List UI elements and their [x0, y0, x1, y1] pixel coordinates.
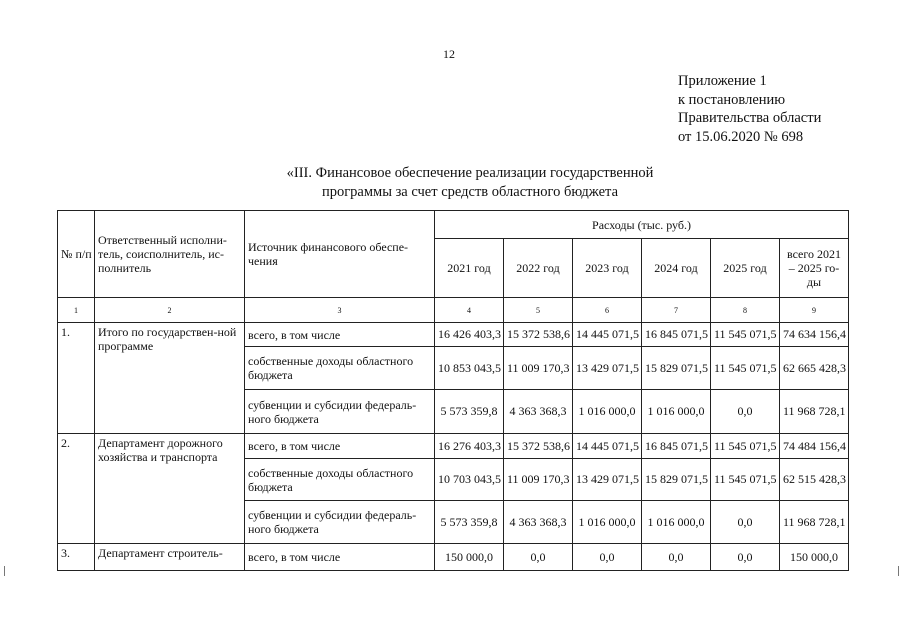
value-cell: 15 372 538,6 [504, 434, 573, 459]
column-index: 1 [58, 298, 95, 323]
value-cell: 16 426 403,3 [435, 323, 504, 347]
table-row [58, 434, 849, 459]
row-source: собственные доходы областного бюджета [245, 459, 435, 501]
annex-line-2: к постановлению [678, 91, 786, 108]
value-cell: 0,0 [642, 544, 711, 571]
value-cell: 150 000,0 [780, 544, 849, 571]
value-cell: 0,0 [573, 544, 642, 571]
header-total: всего 2021 – 2025 го-ды [780, 239, 849, 298]
value-cell: 1 016 000,0 [573, 501, 642, 544]
value-cell: 5 573 359,8 [435, 501, 504, 544]
value-cell: 11 545 071,5 [711, 459, 780, 501]
header-year: 2021 год [435, 239, 504, 298]
value-cell: 1 016 000,0 [573, 390, 642, 434]
column-index: 9 [780, 298, 849, 323]
value-cell: 11 545 071,5 [711, 347, 780, 390]
row-source: всего, в том числе [245, 434, 435, 459]
annex-line-4: от 15.06.2020 № 698 [678, 128, 804, 145]
value-cell: 74 484 156,4 [780, 434, 849, 459]
value-cell: 16 276 403,3 [435, 434, 504, 459]
annex-line-3: Правительства области [678, 110, 822, 126]
value-cell: 1 016 000,0 [642, 501, 711, 544]
column-index: 7 [642, 298, 711, 323]
value-cell: 11 968 728,1 [780, 390, 849, 434]
value-cell: 74 634 156,4 [780, 323, 849, 347]
row-executor: Итого по государствен-ной программе [95, 323, 245, 434]
row-source: собственные доходы областного бюджета [245, 347, 435, 390]
row-source: субвенции и субсидии федераль-ного бюджета [245, 390, 435, 434]
value-cell: 11 545 071,5 [711, 323, 780, 347]
value-cell: 0,0 [504, 544, 573, 571]
page-number: 12 [443, 47, 455, 61]
value-cell: 11 968 728,1 [780, 501, 849, 544]
heading-line-1: «III. Финансовое обеспечение реализации государственной [286, 165, 654, 181]
value-cell: 0,0 [711, 544, 780, 571]
value-cell: 10 853 043,5 [435, 347, 504, 390]
header-year: 2023 год [573, 239, 642, 298]
row-source: всего, в том числе [245, 544, 435, 571]
column-index: 6 [573, 298, 642, 323]
header-source: Источник финансового обеспе-чения [245, 211, 435, 298]
value-cell: 15 372 538,6 [504, 323, 573, 347]
row-source: всего, в том числе [245, 323, 435, 347]
row-number: 3. [58, 544, 95, 571]
header-executor: Ответственный исполни-тель, соисполнитель, ис-полнитель [95, 211, 245, 298]
value-cell: 15 829 071,5 [642, 347, 711, 390]
row-executor: Департамент строитель- [95, 544, 245, 571]
section-heading [200, 164, 740, 202]
value-cell: 62 515 428,3 [780, 459, 849, 501]
value-cell: 4 363 368,3 [504, 390, 573, 434]
header-expenses: Расходы (тыс. руб.) [435, 211, 849, 239]
table-row [58, 323, 849, 347]
value-cell: 10 703 043,5 [435, 459, 504, 501]
value-cell: 13 429 071,5 [573, 459, 642, 501]
value-cell: 14 445 071,5 [573, 323, 642, 347]
crop-mark [4, 566, 5, 576]
value-cell: 0,0 [711, 390, 780, 434]
column-index: 3 [245, 298, 435, 323]
value-cell: 14 445 071,5 [573, 434, 642, 459]
column-index: 5 [504, 298, 573, 323]
value-cell: 13 429 071,5 [573, 347, 642, 390]
row-number: 1. [58, 323, 95, 434]
row-source: субвенции и субсидии федераль-ного бюджета [245, 501, 435, 544]
value-cell: 150 000,0 [435, 544, 504, 571]
heading-line-2: программы за счет средств областного бюджета [321, 184, 619, 200]
financing-table [57, 210, 849, 571]
table-row [58, 544, 849, 571]
annex-line-1: Приложение 1 [678, 73, 767, 89]
annex-block [678, 72, 821, 146]
header-year: 2024 год [642, 239, 711, 298]
value-cell: 16 845 071,5 [642, 434, 711, 459]
row-number: 2. [58, 434, 95, 544]
row-executor: Департамент дорожного хозяйства и транспорта [95, 434, 245, 544]
header-no: № п/п [58, 211, 95, 298]
value-cell: 11 009 170,3 [504, 347, 573, 390]
header-year: 2025 год [711, 239, 780, 298]
value-cell: 1 016 000,0 [642, 390, 711, 434]
value-cell: 15 829 071,5 [642, 459, 711, 501]
header-year: 2022 год [504, 239, 573, 298]
value-cell: 11 009 170,3 [504, 459, 573, 501]
value-cell: 11 545 071,5 [711, 434, 780, 459]
value-cell: 4 363 368,3 [504, 501, 573, 544]
crop-mark [898, 566, 899, 576]
column-index: 2 [95, 298, 245, 323]
value-cell: 16 845 071,5 [642, 323, 711, 347]
value-cell: 0,0 [711, 501, 780, 544]
value-cell: 62 665 428,3 [780, 347, 849, 390]
column-index: 8 [711, 298, 780, 323]
value-cell: 5 573 359,8 [435, 390, 504, 434]
column-index: 4 [435, 298, 504, 323]
